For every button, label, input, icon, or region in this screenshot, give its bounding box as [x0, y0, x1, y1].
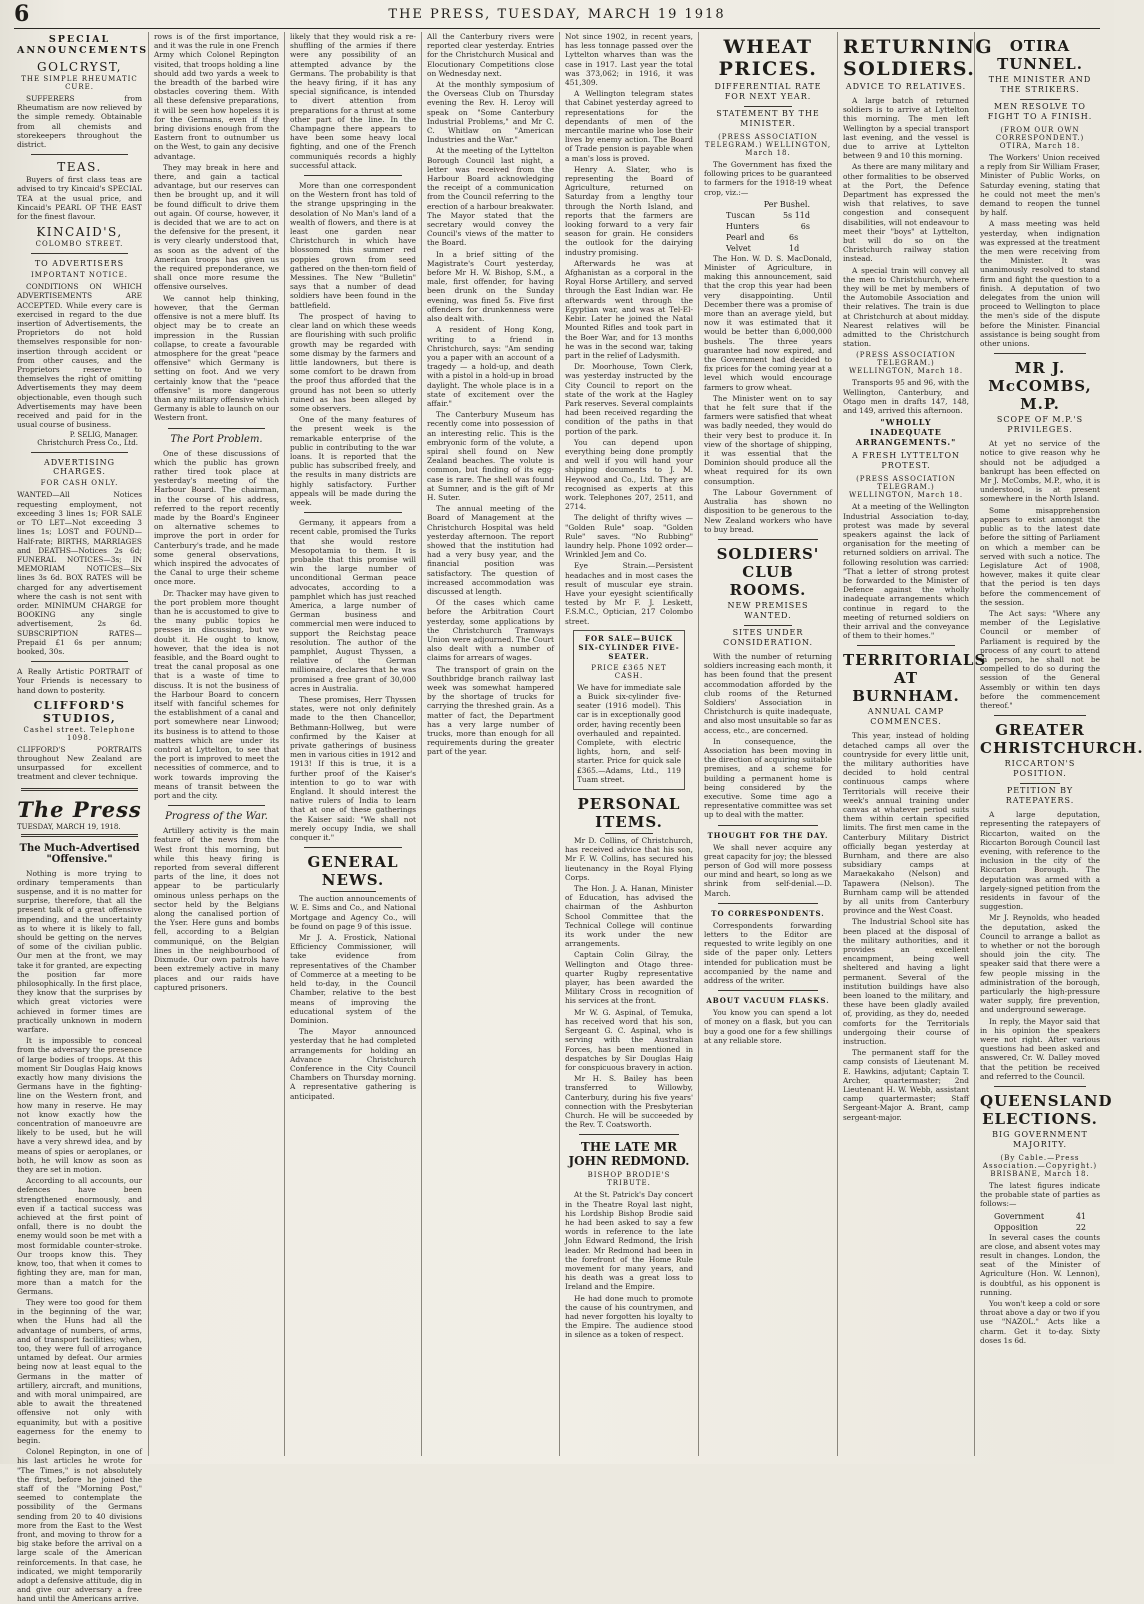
- soldiers-club-sub-2: SITES UNDER CONSIDERATION.: [722, 627, 814, 647]
- personal-paragraph: Mr D. Collins, of Christchurch, has received advice that his son, Mr F. W. Collins, has secured his lieutenancy in the Royal Flying Corps.: [565, 836, 693, 882]
- territorials-sub: ANNUAL CAMP COMMENCES.: [867, 707, 945, 727]
- news-paragraph: Eye Strain.—Persistent headaches and in most cases the result of muscular eye strain. Have your eyesight scientifically tested by Mr F. J. Leskett, F.S.M.C., Optician, 217 Colombo street.: [565, 561, 693, 626]
- wheat-paragraph: The Minister went on to say that he felt sure that if the farmers were satisfied that wheat was badly needed, they would do their very best to produce it. In view of the shortage of shipping, it was essential that the Dominion should produce all the wheat required for its own consumption.: [704, 393, 832, 486]
- wheat-paragraph: The Labour Government of Australia has shown no disposition to be generous to the New Zealand workers who have to buy bread.: [704, 487, 832, 534]
- article-paragraph: One of these discussions of which the public has grown rather tired took place at yesterday's meeting of the Harbour Board. The chairman, in the course of his address, referred to the report recently made by the Board's Engineer on alternative schemes to improve the port in order for Canterbury's trade, and he made some general observations, which inspired the advocates of the Canal to urge their scheme once more.: [154, 448, 279, 587]
- cliffords-text: CLIFFORD'S PORTRAITS throughout New Zealand are unsurpassed for excellent treatment and clever technique.: [17, 744, 142, 782]
- flask-text: You know you can spend a lot of money on a flask, but you can buy a good one for a few shillings at any reliable store.: [704, 1008, 832, 1045]
- redmond-paragraph: At the St. Patrick's Day concert in the Theatre Royal last night, his Lordship Bishop Brodie said he had been asked to say a few words in reference to the late John Edward Redmond, the Irish leader. Mr Redmond had been in the forefront of the Home Rule movement for many years, and his death was a great loss to Ireland and the Empire.: [565, 1190, 693, 1292]
- news-paragraph: Afterwards he was at Afghanistan as a corporal in the Royal Horse Artillery, and served through the East Indian war. He afterwards went through the Egyptian war, and was at Tel-El-Kebir. Later he joined the Natal Mounted Rifles and took part in the Boer War, and for 13 months he was in the second war, taking part in the relief of Ladysmith.: [565, 258, 693, 360]
- leader-paragraph: Nothing is more trying to ordinary temperaments than suspense, and it is no matter for surprise, therefore, that all the present talk of a great offensive impending, and the uncertainty as to where it is likely to fall, should be getting on the nerves of some of the civilian public. Our men at the front, we may take it for granted, are expecting the position far more philosophically. In the first place, they know that the surprises by which great victories were achieved in former times are practically unknown in modern warfare.: [17, 868, 142, 1035]
- column-5: [559, 32, 698, 1456]
- ad-teas-text: Buyers of first class teas are advised to try Kincaid's SPECIAL TEA at the usual price, and Kincaid's PEARL OF THE EAST for the finest flavour.: [17, 175, 142, 222]
- leader-title-2: "Offensive.": [46, 853, 113, 865]
- news-paragraph: At the meeting of the Lyttelton Borough Council last night, a letter was received from the Harbour Board acknowledging the receipt of a communication from the Council referring to the erection of a harbour breakwater. The Mayor stated that the secretary would convey the Council's views of the matter to the Board.: [427, 146, 554, 248]
- price-row: Pearl and Velvet 6s 1d: [726, 232, 800, 253]
- news-paragraph: A resident of Hong Kong, writing to a friend in Christchurch, says: "Am sending you a paper with an account of a tragedy — a hold-up, and death with a pistol in a hold-up in broad daylight. The whole place is in a state of excitement over the affair.": [427, 325, 554, 408]
- soldiers-paragraph: A large batch of returned soldiers is to arrive at Lyttelton this morning. The men left Wellington by a special transport last evening, and the vessel is due to arrive at Lyttelton between 9 and 10 this morning.: [843, 96, 969, 161]
- wheat-prices-subtitle-2: STATEMENT BY THE MINISTER.: [716, 109, 820, 128]
- charges-title: ADVERTISING CHARGES.: [43, 458, 116, 477]
- buick-ad-title: FOR SALE—BUICK SIX-CYLINDER FIVE-SEATER.: [578, 633, 680, 661]
- wheat-prices-title: WHEAT PRICES.: [718, 36, 818, 80]
- article-paragraph: The prospect of having to clear land on which these weeds are flourishing with such prolific growth may be regarded with some dismay by the farmers and little landowners, but there is some comfort to be drawn from the proof thus afforded that the ground has not been so utterly ruined as has been alleged by some observers.: [290, 311, 416, 413]
- news-paragraph: Mr J. A. Frostick, National Efficiency Commissioner, will take evidence from representatives of the Chamber of Commerce at a meeting to be held to-day, in the Council Chamber, relative to the best means of improving the educational system of the Dominion.: [290, 933, 416, 1025]
- personal-paragraph: Mr W. G. Aspinal, of Temuka, has received word that his son, Sergeant G. C. Aspinal, who is serving with the Australian Forces, has been mentioned in despatches by Sir Douglas Haig for conspicuous bravery in action.: [565, 1007, 693, 1072]
- news-paragraph: Dr. Moorhouse, Town Clerk, was yesterday instructed by the City Council to report on the state of the work at the Hagley Park reserves. Several complaints had been received regarding the condition of the paths in that portion of the park.: [565, 362, 693, 436]
- redmond-paragraph: He had done much to promote the cause of his countrymen, and had never forgotten his loyalty to the Empire. The audience stood in silence as a token of respect.: [565, 1293, 693, 1340]
- soldiers-club-title: SOLDIERS' CLUB ROOMS.: [716, 544, 820, 599]
- price-table-header: Per Bushel.: [763, 199, 810, 209]
- correspondents-title: TO CORRESPONDENTS.: [711, 908, 825, 918]
- buick-ad: [573, 630, 685, 790]
- christchurch-paragraph: A large deputation, representing the ratepayers of Riccarton, waited on the Riccarton Borough Council last evening, with reference to the inclusion in the city of the Riccarton Borough. The deputation was armed with a largely-signed petition from the residents in favour of the suggestion.: [980, 810, 1100, 912]
- portrait-ad-text: A Really Artistic PORTRAIT of Your Friends is necessary to hand down to posterity.: [17, 667, 142, 695]
- flask-title: ABOUT VACUUM FLASKS.: [706, 996, 830, 1006]
- mccombs-paragraph: The Act says: "Where any member of the Legislative Council or member of Parliament is required by the process of any court to attend in person, he shall not be compelled to do so during the session of the General Assembly or within ten days before the commencement thereof.": [980, 608, 1100, 710]
- queensland-paragraph: The latest figures indicate the probable state of parties as follows:—: [980, 1181, 1100, 1209]
- news-paragraph: The Canterbury Museum has recently come into possession of an interesting relic. This is the embryonic form of the volute, a spiral shell found on New Zealand beaches. The volute is common, but finding of its egg-case is rare. The shell was found at Sumner, and is the gift of Mr H. Suter.: [427, 410, 554, 502]
- column-8: [974, 32, 1144, 1456]
- thought-text: We shall never acquire any great capacity for joy; the blessed person of God will more possess our mind and heart, so long as we shrink from self-denial.—D. March.: [704, 842, 832, 898]
- article-paragraph: Dr. Thacker may have given to the port problem more thought than he is accustomed to give to the many public topics he presses in discussing, but we doubt it. He ought to know, however, that the idea is not feasible, and the Board ought to treat the canal proposal as one that is a waste of time to discuss. It is not the business of the Harbour Board to concern itself with fanciful schemes for the establishment of a canal and port somewhere near Linwood; its business is to attend to those matters which are under its control at Lyttelton, to see that the port is improved to meet the necessities of commerce, and to work towards improving the means of transit between the port and the city.: [154, 588, 279, 801]
- news-paragraph: The auction announcements of W. E. Sims and Co., and National Mortgage and Agency Co., will be found on page 9 of this issue.: [290, 894, 416, 931]
- result-row: Government 41: [994, 1211, 1086, 1221]
- leader-paragraph: They were too good for them in the beginning of the war, when the Huns had all the advantage of numbers, of arms, and of transport facilities; when, too, they were full of arrogance untamed by defeat. Our armies being now at least equal to the Germans in the matter of artillery, aircraft, and munitions, and with moral unimpaired, are able to await the threatened offensive not only with equanimity, but with a positive eagerness for the enemy to begin.: [17, 1297, 142, 1445]
- general-news-title: GENERAL NEWS.: [307, 853, 399, 890]
- leader-paragraph: According to all accounts, our defences have been strengthened enormously, and even if a tactical success was achieved at the first point of onfall, there is no doubt the enemy would soon be met with a most formidable counter-stroke. Our troops know this. They know, too, that when it comes to fighting they are, man for man, more than a match for the Germans.: [17, 1176, 142, 1296]
- inadequate-title: "WHOLLY INADEQUATE ARRANGEMENTS.": [855, 417, 957, 448]
- article-paragraph: They may break in here and there, and gain a tactical advantage, but our reserves can then be brought up, and it will be found difficult to drive them out again. Of course, however, it is decided that we are to act on the defensive for the present, it is very clearly understood that, as soon as the advent of the American troops has given us the required preponderance, we shall once more resume the offensive ourselves.: [154, 162, 279, 292]
- port-problem-title: The Port Problem.: [170, 433, 263, 445]
- ad-kincaids-sub: COLOMBO STREET.: [35, 240, 124, 249]
- queensland-title: QUEENSLAND ELECTIONS.: [980, 1092, 1113, 1129]
- leader-title: The Much-Advertised: [19, 842, 140, 854]
- buick-ad-text: We have for immediate sale a Buick six-cylinder five-seater (1916 model). This car is in exceptionally good order, having recently been overhauled and repainted. Complete, with electric lights, horn, and self-starter. Price for quick sale £365.—Adams, Ltd., 119 Tuam street.: [577, 682, 681, 784]
- otira-paragraph: The Workers' Union received a reply from Sir William Fraser, Minister of Public Works, on Saturday evening, stating that he could not meet the men's demand to reopen the tunnel by half.: [980, 153, 1100, 218]
- page-header: [14, 0, 1100, 29]
- news-paragraph: In a brief sitting of the Magistrate's Court yesterday, before Mr H. W. Bishop, S.M., a male, first offender, for having been drunk on the Sunday evening, was fined 5s. Five first offenders for drunkenness were also dealt with.: [427, 249, 554, 324]
- leader-paragraph: It is impossible to conceal from the adversary the presence of large bodies of troops. At this moment Sir Douglas Haig knows exactly how many divisions the Germans have in the fighting-line on the Western front, and how many in reserve. He may not know exactly how the concentration of manoeuvre are likely to be used, but he will have a very shrewd idea, and by means of spies or aeroplanes, or both, he will know as soon as they are set in motion.: [17, 1036, 142, 1175]
- redmond-title: THE LATE MR JOHN REDMOND.: [568, 1140, 690, 1169]
- price-row: Tuscan 5s 11d: [726, 210, 810, 220]
- article-paragraph: Germany, it appears from a recent cable, promised the Turks that she would restore Mesopotamia to them. It is probable that this promise will win the large number of unconditional German peace advocates, according to a pamphlet which has just reached America, a large number of German business and commercial men were induced to support the Reichstag peace resolution. The author of the pamphlet, August Thyssen, a relative of the German millionaire, declares that he was promised a free grant of 30,000 acres in Australia.: [290, 518, 416, 693]
- inadequate-sub: A FRESH LYTTELTON PROTEST.: [851, 451, 961, 471]
- redmond-subtitle: BISHOP BRODIE'S TRIBUTE.: [587, 1171, 671, 1188]
- otira-sub-2: MEN RESOLVE TO FIGHT TO A FINISH.: [987, 102, 1093, 121]
- news-paragraph: A Wellington telegram states that Cabinet yesterday agreed to representations for the dependants of men of the mercantile marine who lose their lives by enemy action. The Board of Trade pension is payable when a man's loss is proved.: [565, 89, 693, 163]
- article-paragraph: Artillery activity is the main feature of the news from the West front this morning, but while this heavy firing is reported from several different parts of the line, it does not appear to be particularly ominous unless perhaps on the sector held by the Belgians along the canalised portion of the Yser. Here guns and bombs fell, according to a Belgian communiqué, on the Belgian lines in the neighbourhood of Dixmude. Our own patrols have been extremely active in many places and our raids have captured prisoners.: [154, 826, 279, 992]
- correspondents-text: Correspondents forwarding letters to the Editor are requested to write legibly on one side of the paper only. Letters intended for publication must be accompanied by the name and address of the writer.: [704, 920, 832, 985]
- article-paragraph: One of the many features of the present week is the remarkable enterprise of the public in contributing to the war loans. It is reported that the public has subscribed freely, and the results in many districts are highly satisfactory. Further appeals will be made during the week.: [290, 415, 416, 507]
- masthead-line: THE PRESS, TUESDAY, MARCH 19 1918: [388, 6, 726, 22]
- queensland-paragraph: In several cases the counts are close, and absent votes may result in changes. London, the seat of the Minister of Agriculture (Hon. W. Lennon), is doubtful, as his opponent is running.: [980, 1232, 1100, 1297]
- news-paragraph: All the Canterbury rivers were reported clear yesterday. Entries for the Christchurch Musical and Elocutionary Competitions close on Wednesday next.: [427, 32, 554, 78]
- advertisers-sub: IMPORTANT NOTICE.: [31, 271, 128, 280]
- territorials-paragraph: This year, instead of holding detached camps all over the countryside for every little unit, the military authorities have decided to hold central continuous camps where Territorials will receive their week's annual training under canvas at whatever period suits them within certain specified limits. The first men came in the Canterbury Military District officially began yesterday at Burnham, and there are also subsidiary camps at Maraekakaho (Nelson) and Tapawera (Nelson). The Burnham camp will be attended by all units from Canterbury province and the West Coast.: [843, 731, 969, 916]
- newspaper-flag: The Press: [17, 796, 142, 822]
- greater-christchurch-title: GREATER CHRISTCHURCH.: [980, 721, 1144, 758]
- news-paragraph: The transport of grain on the Southbridge branch railway last week was somewhat hampered by the shortage of trucks for carrying the threshed grain. As a matter of fact, the Department has a very large number of trucks, more than enough for all requirements during the greater part of the year.: [427, 664, 554, 757]
- news-paragraph: The annual meeting of the Board of Management at the Christchurch Hospital was held yesterday afternoon. The report showed that the institution had had a very busy year, and the financial position was satisfactory. The question of increased accommodation was discussed at length.: [427, 504, 554, 596]
- territorials-paragraph: The permanent staff for the camp consists of Lieutenant M. E. Hawkins, adjutant; Captain T. Archer, quartermaster; 2nd Lieutenant H. W. Webb, assistant camp quartermaster; Staff Sergeant-Major A. Brant, camp sergeant-major.: [843, 1048, 969, 1122]
- club-paragraph: In consequence, the Association has been moving in the direction of acquiring suitable premises, and a scheme for building a permanent home is being considered by the executive. Some time ago a representative committee was set up to deal with the matter.: [704, 736, 832, 820]
- queensland-byline: (By Cable.—Press Association.—Copyright.) BRISBANE, March 18.: [982, 1154, 1098, 1179]
- charges-text: WANTED—All Notices requesting employment, not exceeding 3 lines 1s; FOR SALE or TO LET—Not exceeding 3 lines 1s; LOST and FOUND—Half-rate; BIRTHS, MARRIAGES and DEATHS—Notices 2s 6d; FUNERAL NOTICES—3s; IN MEMORIAM NOTICES—Six lines 3s 6d. BOX RATES will be charged for any advertisement where the cash is not sent with order. MINIMUM CHARGE for BOOKING any single advertisement, 2s 6d. SUBSCRIPTION RATES—Prepaid £1 6s per annum; booked, 30s.: [17, 490, 142, 656]
- issue-date: TUESDAY, MARCH 19, 1918.: [17, 822, 121, 831]
- territorials-paragraph: The Industrial School site has been placed at the disposal of the military authorities, and it provides an excellent encampment, being well sheltered and having a light permanent. Several of the institution buildings have also been loaned to the military, and these have been gladly availed of, providing, as they do, needed comforts for the Territorials undergoing their course of instruction.: [843, 917, 969, 1047]
- news-paragraph: At the monthly symposium of the Overseas Club on Thursday evening the Rev. H. Leroy will speak on "Some Canterbury Industrial Problems," and Mr C. C. Whitlaw on "American Industries and the War.": [427, 80, 554, 145]
- column-7: [837, 32, 994, 1456]
- soldiers-paragraph: A special train will convey all the men to Christchurch, where they will be met by members of the Automobile Association and their relatives. The train is due at Christchurch at about midday. Nearest relatives will be admitted to the Christchurch station.: [843, 265, 969, 349]
- personal-paragraph: Mr H. S. Bailey has been transferred to Willowby, Canterbury, during his five years' connection with the Presbyterian Church. He will be succeeded by the Rev. T. Coatsworth.: [565, 1074, 693, 1130]
- mccombs-title: MR J. McCOMBS, M.P.: [988, 359, 1092, 414]
- personal-paragraph: The Hon. J. A. Hanan, Minister of Education, has advised the chairman of the Ashburton School Committee that the Technical College will continue its work under the new arrangements.: [565, 884, 693, 949]
- soldiers-byline: (PRESS ASSOCIATION TELEGRAM.) WELLINGTON, March 18.: [848, 351, 964, 376]
- article-paragraph: These promises, Herr Thyssen states, were not only definitely made to the then Chancellor, Bethmann-Hollweg, but were confirmed by the Kaiser at private gatherings of business men in various cities in 1912 and 1913! If this is true, it is a further proof of the Kaiser's intention to go to war with England. It should interest the native rulers of India to learn that at one of these gatherings the Kaiser said: "We shall not merely occupy India, we shall conquer it.": [290, 695, 416, 843]
- cliffords-address: Cashel street. Telephone 1098.: [23, 725, 136, 742]
- advertisers-title: TO ADVERTISERS: [34, 259, 125, 269]
- mccombs-sub: SCOPE OF M.P.'S PRIVILEGES.: [996, 415, 1084, 435]
- leader-paragraph: Colonel Repington, in one of his last articles he wrote for "The Times," is not absolutely the first, before he joined the staff of the "Morning Post," seemed to contemplate the possibility of the Germans sending from 20 to 40 divisions more from the East to the West front, and moving to throw for a big stake before the arrival on a large scale of the American reinforcements. In that case, he indicated, we might temporarily adopt a defensive attitude, dig in and give our adversary a free hand until the Americans arrive.: [17, 1447, 142, 1604]
- mccombs-paragraph: Some misapprehension appears to exist amongst the public as to the latest date before the sitting of Parliament on which a member can be served with such a notice. The Legislature Act of 1908, however, makes it quite clear that the period is ten days before the commencement of the session.: [980, 505, 1100, 607]
- advertisers-notice: CONDITIONS ON WHICH ADVERTISEMENTS ARE ACCEPTED. While every care is exercised in regard to the due insertion of Advertisements, the Proprietors do not hold themselves responsible for non-insertion through accident or from other causes, and the Proprietors reserve to themselves the right of omitting Advertisements they may deem objectionable, even though such Advertisements may have been received and paid for in the usual course of business.: [17, 282, 142, 430]
- column-3: [284, 32, 421, 1456]
- inadequate-byline: (PRESS ASSOCIATION TELEGRAM.) WELLINGTON, March 18.: [848, 475, 964, 500]
- news-paragraph: Of the cases which came before the Arbitration Court yesterday, some applications by the Christchurch Tramways Union were adjourned. The Court also dealt with a number of claims for arrears of wages.: [427, 598, 554, 663]
- price-row: Hunters 6s: [726, 221, 810, 231]
- column-2: [148, 32, 284, 1456]
- otira-paragraph: A mass meeting was held yesterday, when indignation was expressed at the treatment the men were receiving from the Minister. It was unanimously resolved to stand firm and fight the question to a finish. A deputation of two delegates from the union will proceed to Wellington to place the men's side of the dispute before the Minister. Financial assistance is being sought from other unions.: [980, 219, 1100, 349]
- returning-soldiers-sub: ADVICE TO RELATIVES.: [845, 82, 967, 91]
- news-paragraph: Henry A. Slater, who is representing the Board of Agriculture, returned on Saturday from a lengthy tour through the North Island, and reports that the farmers are looking forward to a very fair season for grain. He considers the outlook for the dairying industry promising.: [565, 164, 693, 257]
- section-kicker: SPECIAL ANNOUNCEMENTS: [17, 34, 149, 56]
- news-paragraph: The delight of thrifty wives — "Golden Rule" soap. "Golden Rule" saves. "No Rubbing" laundry help. Phone 1092 order—Wrinkled Jem and Co.: [565, 513, 693, 560]
- result-row: Opposition 22: [994, 1222, 1086, 1232]
- wheat-prices-subtitle: DIFFERENTIAL RATE FOR NEXT YEAR.: [714, 82, 822, 101]
- ad-golcryst-title: GOLCRYST,: [37, 60, 122, 74]
- columns: [12, 32, 1144, 1604]
- territorials-title: TERRITORIALS AT BURNHAM.: [843, 651, 987, 706]
- column-6: [698, 32, 837, 1456]
- otira-title: OTIRA TUNNEL.: [997, 37, 1083, 73]
- otira-sub: THE MINISTER AND THE STRIKERS.: [988, 75, 1092, 94]
- thought-title: THOUGHT FOR THE DAY.: [707, 830, 829, 840]
- war-progress-title: Progress of the War.: [165, 811, 268, 823]
- ad-kincaids-title: KINCAID'S,: [36, 225, 123, 240]
- personal-items-title: PERSONAL ITEMS.: [577, 795, 681, 832]
- charges-sub: FOR CASH ONLY.: [40, 479, 119, 488]
- page-number: 6: [14, 1, 31, 27]
- news-paragraph: You can depend upon everything being done promptly and well if you will hand your shipping documents to J. M. Heywood and Co., Ltd. They are recognised as experts at this work. Telephones 207, 2511, and 2714.: [565, 437, 693, 512]
- greater-christchurch-sub-2: PETITION BY RATEPAYERS.: [1005, 786, 1075, 806]
- christchurch-paragraph: Mr J. Reynolds, who headed the deputation, asked the Council to arrange a ballot as to whether or not the borough should join the city. The speaker said that there were a few people missing in the administration of the borough, particularly the high-pressure water supply, fire prevention, and underground sewerage.: [980, 913, 1100, 1015]
- wheat-prices-byline: (PRESS ASSOCIATION TELEGRAM.) WELLINGTON, March 18.: [704, 133, 832, 157]
- ad-golcryst-text: SUFFERERS from Rheumatism are now relieved by the simple remedy. Obtainable from all chemists and storekeepers throughout the district.: [17, 94, 142, 150]
- article-paragraph: rows is of the first importance, and it was the rule in one French Army which Colonel Repington visited, that troops holding a line should add two yards a week to the breadth of the barbed wire obstacles covering them. With all these defensive preparations, it will be seen how hopeless it is for the Germans, even if they bring divisions enough from the Eastern front to outnumber us on the West, to gain any decisive advantage.: [154, 32, 279, 161]
- personal-paragraph: Captain Colin Gilray, the Wellington and Otago three-quarter Rugby representative player, has been awarded the Military Cross in recognition of his services at the front.: [565, 950, 693, 1006]
- ad-teas-title: TEAS.: [57, 160, 102, 175]
- greater-christchurch-sub: RICCARTON'S POSITION.: [1004, 759, 1076, 779]
- returning-soldiers-title: RETURNING SOLDIERS.: [843, 36, 994, 80]
- wheat-paragraph: The Government has fixed the following prices to be guaranteed to farmers for the 1918-19 wheat crop, viz.:—: [704, 160, 832, 197]
- queensland-paragraph: You won't keep a cold or sore throat above a day or two if you use "NAZOL." Acts like a charm. Get it to-day. Sixty doses 1s 6d.: [980, 1299, 1100, 1345]
- news-paragraph: Not since 1902, in recent years, has less tonnage passed over the Lyttelton wharves than was the case in 1917. Last year the total was 373,062; in 1916, it was 451,309.: [565, 32, 693, 88]
- inadequate-paragraph: At a meeting of the Wellington Industrial Association to-day, protest was made by several speakers against the lack of organisation for the meeting of returned soldiers on arrival. The following resolution was carried: "That a letter of strong protest be forwarded to the Minister of Defence against the wholly inadequate arrangements which continue in regard to the meeting of returned soldiers on their arrival and the conveyance of them to their homes.": [843, 502, 969, 641]
- wheat-paragraph: The Hon. W. D. S. MacDonald, Minister of Agriculture, in making this announcement, said that the crop this year had been very disappointing. Until December there was a promise of more than an average yield, but now it was estimated that it would be better than 6,000,000 bushels. The three years guarantee had now expired, and the Government had decided to fix prices for the coming year at a level which would encourage farmers to grow wheat.: [704, 253, 832, 392]
- article-paragraph: We cannot help thinking, however, that the German offensive is not a mere bluff. Its object may be to create an impression in the Russian collapse, to create a favourable atmosphere for the great "peace offensive" which Germany is setting on foot. And we very certainly know that the "peace offensive" is more dangerous than any military offensive which Germany is able to launch on our Western front.: [154, 293, 279, 423]
- manager-signature: P. SELIG, Manager. Christchurch Press Co., Ltd.: [37, 431, 138, 448]
- buick-ad-price: PRICE £365 NET CASH.: [591, 663, 667, 680]
- queensland-sub: BIG GOVERNMENT MAJORITY.: [992, 1130, 1088, 1150]
- column-4: [421, 32, 559, 1456]
- column-1: [12, 32, 149, 1604]
- soldiers-paragraph: As there are many military and other formalities to be observed at the Port, the Defence Department has expressed the wish that relatives, to save congestion and consequent disabilities, will not endeavour to meet their "boys" at Lyttelton, but will do so on the Christchurch railway station instead.: [843, 162, 969, 264]
- article-paragraph: More than one correspondent on the Western front has told of the strange upspringing in the desolation of No Man's land of a wealth of flowers, and there is at least one garden near Christchurch in which have blossomed this summer red poppies grown from seed gathered on the then-torn field of Messines. The New "Bulletin" says that a number of dead soldiers have been found in the battlefield.: [290, 181, 416, 310]
- soldiers-paragraph: Transports 95 and 96, with the Wellington, Canterbury, and Otago men in drafts 147, 148, and 149, arrived this afternoon.: [843, 378, 969, 416]
- article-paragraph: likely that they would risk a re-shuffling of the armies if there were any possibility of an attempted advance by the Germans. The probability is that the heavy firing, if it has any special significance, is intended to divert attention from preparations for a thrust at some other part of the line. In the Champagne there appears to have been some heavy local fighting, and one of the French communiqués records a highly successful attack.: [290, 32, 416, 170]
- club-paragraph: With the number of returning soldiers increasing each month, it has been found that the present accommodation afforded by the club rooms of the Returned Soldiers' Association in Christchurch is quite inadequate, and also most unsuitable so far as access, etc., are concerned.: [704, 651, 832, 735]
- soldiers-club-sub: NEW PREMISES WANTED.: [727, 600, 809, 620]
- otira-byline: (FROM OUR OWN CORRESPONDENT.) OTIRA, March 18.: [995, 126, 1085, 150]
- mccombs-paragraph: At yet no service of the notice to give reason why he should not be adjudged a bankrupt has been effected on Mr J. McCombs, M.P., who, it is understood, is at present somewhere in the North Island.: [980, 439, 1100, 504]
- cliffords-title: CLIFFORD'S STUDIOS,: [33, 698, 126, 725]
- christchurch-paragraph: In reply, the Mayor said that in his opinion the speakers were not right. After various questions had been asked and answered, Cr. W. Dalley moved that the petition be received and referred to the Council.: [980, 1016, 1100, 1081]
- news-paragraph: The Mayor announced yesterday that he had completed arrangements for holding an Advance Christchurch Conference in the City Council Chambers on Thursday morning. A representative gathering is anticipated.: [290, 1027, 416, 1101]
- ad-golcryst-subtitle: THE SIMPLE RHEUMATIC CURE.: [21, 75, 138, 91]
